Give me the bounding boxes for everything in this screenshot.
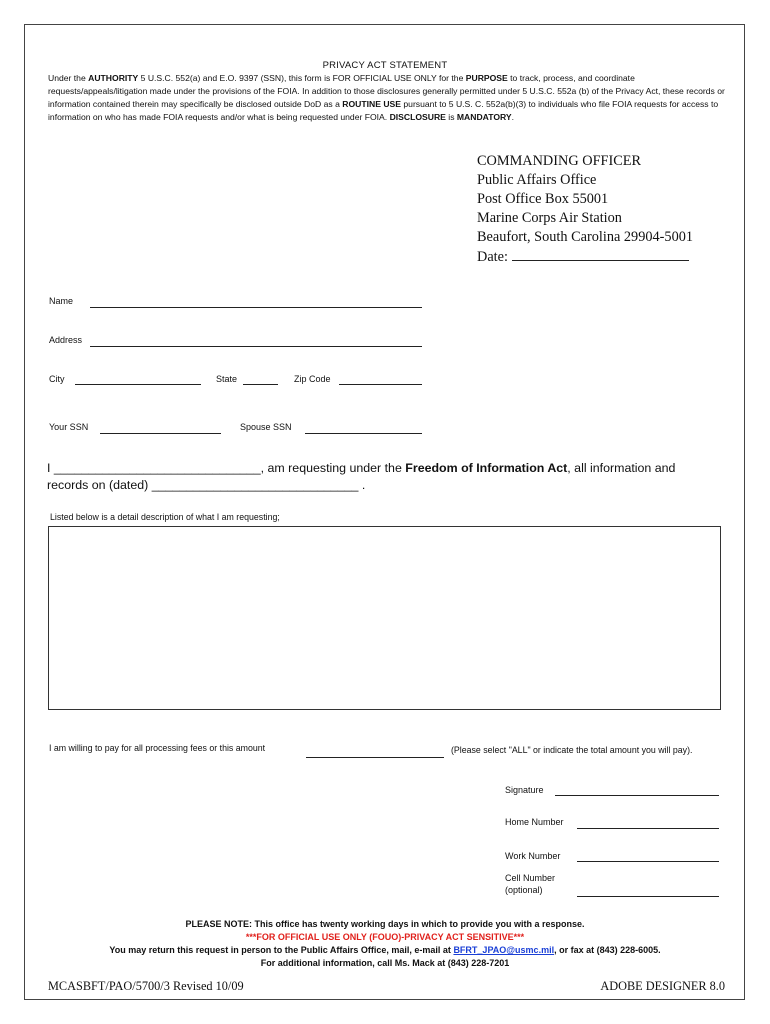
address-line-2: Public Affairs Office [477,172,597,188]
software-label: ADOBE DESIGNER 8.0 [600,979,725,993]
privacy-bold-purpose: PURPOSE [465,73,508,83]
date-label: Date: [477,249,508,265]
privacy-text: pursuant to 5 U.S. C. 552a(b)(3) to individuals who file FOIA requests for access to information on who has made FOIA requests and/or what is being requested under FOIA. [48,99,719,122]
city-label: City [49,374,65,384]
privacy-text: . [511,112,515,122]
signature-label: Signature [505,785,544,795]
date-field[interactable] [512,248,689,261]
privacy-bold-routine-use: ROUTINE USE [342,99,401,109]
requester-name-blank[interactable]: ______________________________ [53,461,261,475]
spouse-ssn-label: Spouse SSN [240,422,292,432]
email-link[interactable]: BFRT_JPAO@usmc.mil [453,945,555,955]
privacy-bold-mandatory: MANDATORY [456,112,512,122]
request-details-textarea[interactable] [48,526,721,710]
mailing-address [477,152,693,267]
zip-field[interactable] [339,384,422,385]
spouse-ssn-field[interactable] [305,433,422,434]
fees-label: I am willing to pay for all processing fees or this amount [49,743,266,753]
signature-field[interactable] [555,795,719,796]
details-label: Listed below is a detail description of what I am requesting; [50,512,280,522]
note-return-instructions [0,944,770,957]
cell-number-field[interactable] [577,896,719,897]
state-field[interactable] [243,384,278,385]
request-line-1 [47,460,737,477]
note-response-time: PLEASE NOTE: This office has twenty working days in which to provide you with a response. [185,919,585,929]
cell-number-label: Cell Number [505,873,556,883]
records-date-blank[interactable]: ______________________________ [151,478,359,492]
privacy-bold-authority: AUTHORITY [88,73,139,83]
privacy-bold-disclosure: DISCLOSURE [389,112,446,122]
privacy-text: 5 U.S.C. 552(a) and E.O. 9397 (SSN), this form is FOR OFFICIAL USE ONLY for the [138,73,466,83]
request-period: . [361,478,366,492]
note-text: , or fax at (843) 228-6005. [554,945,661,955]
work-number-label: Work Number [505,851,561,861]
request-line-2 [47,477,737,494]
privacy-text: to track, process, and coordinate requests/appeals/litigation made under the provisions of the FOIA. In addition to those disclosures generally permitted under 5 U.S.C. 552a (b) of the Privacy Act, these records or information contained therein may specifically be disclosed outside DoD as a [48,73,725,109]
state-label: State [216,374,238,384]
foia-bold: Freedom of Information Act [405,461,568,475]
ssn-field[interactable] [100,433,221,434]
note-fouo: ***FOR OFFICIAL USE ONLY (FOUO)-PRIVACY ACT SENSITIVE*** [245,932,525,942]
home-number-label: Home Number [505,817,564,827]
form-id: MCASBFT/PAO/5700/3 Revised 10/09 [48,979,244,993]
address-line-1: COMMANDING OFFICER [477,153,642,169]
address-label: Address [49,335,83,345]
request-text: , am requesting under the [260,461,406,475]
privacy-text: Under the [48,73,89,83]
request-text: , all information and [567,461,676,475]
address-line-4: Marine Corps Air Station [477,210,622,226]
request-statement [47,460,737,494]
note-text: You may return this request in person to the Public Affairs Office, mail, e-mail at [109,945,454,955]
request-i: I [47,461,51,475]
ssn-label: Your SSN [49,422,89,432]
cell-number-optional: (optional) [505,885,543,895]
work-number-field[interactable] [577,861,719,862]
fees-amount-field[interactable] [306,757,444,758]
name-field[interactable] [90,307,422,308]
fees-hint: (Please select "ALL" or indicate the total amount you will pay). [451,745,693,755]
home-number-field[interactable] [577,828,719,829]
city-field[interactable] [75,384,201,385]
address-field[interactable] [90,346,422,347]
note-contact: For additional information, call Ms. Mack at (843) 228-7201 [260,958,510,968]
address-line-3: Post Office Box 55001 [477,191,609,207]
privacy-act-title: PRIVACY ACT STATEMENT [322,60,448,71]
name-label: Name [49,296,74,306]
address-line-5: Beaufort, South Carolina 29904-5001 [477,229,694,245]
records-on-label: records on (dated) [47,478,149,492]
privacy-text: is [445,112,457,122]
zip-label: Zip Code [294,374,331,384]
date-row [477,248,693,267]
privacy-act-statement [48,72,728,124]
